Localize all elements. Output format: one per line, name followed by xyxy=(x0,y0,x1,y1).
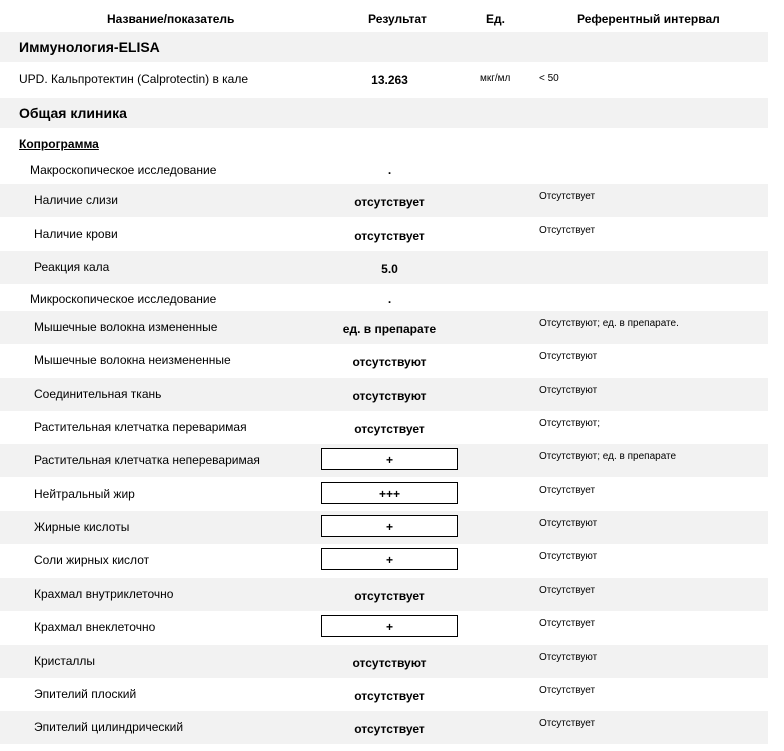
table-row xyxy=(0,645,768,678)
header-result: Результат xyxy=(368,12,427,26)
table-row xyxy=(0,578,768,611)
test-result: отсутствуют xyxy=(352,355,427,369)
table-row xyxy=(0,218,768,251)
section-immuno xyxy=(0,32,768,62)
test-name: Жирные кислоты xyxy=(34,520,130,534)
table-row xyxy=(0,184,768,217)
test-ref: Отсутствуют; xyxy=(539,418,601,429)
test-ref: < 50 xyxy=(539,73,559,84)
test-ref: Отсутствуют xyxy=(539,518,598,529)
test-name: Мышечные волокна измененные xyxy=(34,320,218,334)
table-header xyxy=(0,0,784,36)
test-ref: Отсутствуют xyxy=(539,351,598,362)
header-unit: Ед. xyxy=(486,12,505,26)
test-name: Макроскопическое исследование xyxy=(30,163,217,177)
test-result: отсутствует xyxy=(354,195,425,209)
test-name: Реакция кала xyxy=(34,260,110,274)
test-ref: Отсутствуют xyxy=(539,385,598,396)
table-row xyxy=(0,153,768,186)
test-name: Крахмал внутриклеточно xyxy=(34,587,174,601)
test-result: + xyxy=(321,448,458,470)
test-name: UPD. Кальпротектин (Calprotectin) в кале xyxy=(19,72,249,86)
test-result: 13.263 xyxy=(371,73,408,87)
table-row xyxy=(0,511,768,544)
table-row xyxy=(0,411,768,444)
test-name: Микроскопическое исследование xyxy=(30,292,217,306)
table-row xyxy=(0,378,768,411)
test-result: отсутствует xyxy=(354,589,425,603)
test-result: отсутствует xyxy=(354,689,425,703)
test-ref: Отсутствует xyxy=(539,685,596,696)
test-name: Растительная клетчатка непереваримая xyxy=(34,453,260,467)
test-ref: Отсутствуют xyxy=(539,652,598,663)
table-row xyxy=(0,311,768,344)
test-name: Мышечные волокна неизмененные xyxy=(34,353,231,367)
table-row xyxy=(0,282,768,310)
test-result: + xyxy=(321,515,458,537)
test-ref: Отсутствует xyxy=(539,618,596,629)
test-ref: Отсутствует xyxy=(539,718,596,729)
section-title: Общая клиника xyxy=(19,105,127,121)
test-result: отсутствует xyxy=(354,229,425,243)
test-ref: Отсутствует xyxy=(539,191,596,202)
table-row xyxy=(0,711,768,744)
test-ref: Отсутствует xyxy=(539,225,596,236)
test-ref: Отсутствуют xyxy=(539,551,598,562)
table-row xyxy=(0,251,768,284)
table-row xyxy=(0,678,768,711)
test-ref: Отсутствует xyxy=(539,485,596,496)
test-ref: Отсутствуют; ед. в препарате xyxy=(539,451,677,462)
test-result: 5.0 xyxy=(381,262,398,276)
table-row xyxy=(0,544,768,577)
test-name: Соли жирных кислот xyxy=(34,553,150,567)
test-name: Крахмал внеклеточно xyxy=(34,620,156,634)
table-row xyxy=(0,611,768,644)
test-result: отсутствует xyxy=(354,422,425,436)
test-name: Нейтральный жир xyxy=(34,487,135,501)
header-ref: Референтный интервал xyxy=(577,12,720,26)
header-name: Название/показатель xyxy=(107,12,235,26)
test-ref: Отсутствует xyxy=(539,585,596,596)
immuno-row xyxy=(0,63,768,96)
test-result: отсутствуют xyxy=(352,656,427,670)
test-name: Эпителий цилиндрический xyxy=(34,720,184,734)
table-row xyxy=(0,478,768,511)
test-result: + xyxy=(321,615,458,637)
test-result: + xyxy=(321,548,458,570)
test-name: Наличие слизи xyxy=(34,193,118,207)
subsection-coprogram: Копрограмма xyxy=(19,137,99,151)
test-name: Наличие крови xyxy=(34,227,118,241)
test-name: Эпителий плоский xyxy=(34,687,137,701)
test-unit: мкг/мл xyxy=(480,73,511,84)
test-result: . xyxy=(387,163,392,177)
section-title: Иммунология-ELISA xyxy=(19,39,160,55)
table-row xyxy=(0,344,768,377)
test-result: +++ xyxy=(321,482,458,504)
test-name: Соединительная ткань xyxy=(34,387,162,401)
test-ref: Отсутствуют; ед. в препарате. xyxy=(539,318,679,329)
test-result: отсутствуют xyxy=(352,389,427,403)
test-result: отсутствует xyxy=(354,722,425,736)
test-name: Растительная клетчатка переваримая xyxy=(34,420,247,434)
test-result: . xyxy=(387,292,392,306)
table-row xyxy=(0,444,768,477)
test-result: ед. в препарате xyxy=(342,322,437,336)
test-name: Кристаллы xyxy=(34,654,96,668)
section-clinic xyxy=(0,98,768,128)
